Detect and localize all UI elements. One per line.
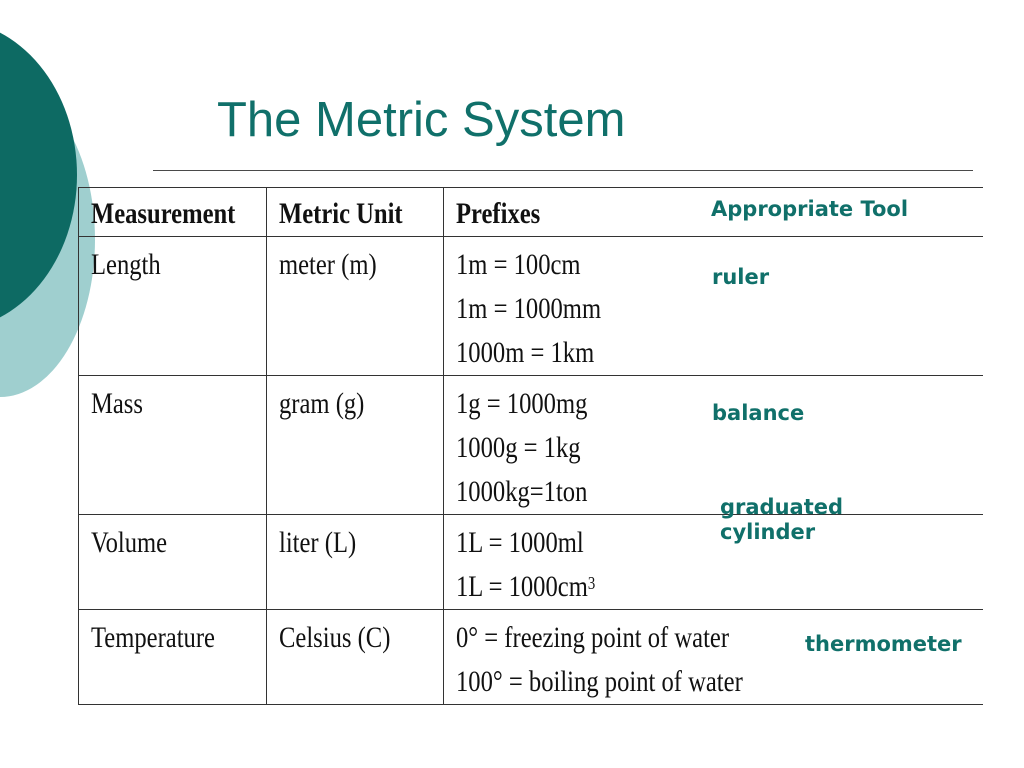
header-metric-unit: Metric Unit bbox=[279, 197, 403, 230]
prefix-line-with-superscript bbox=[456, 565, 595, 609]
title-divider bbox=[153, 170, 973, 171]
prefix-text: 1L = 1000cm bbox=[456, 570, 588, 603]
unit-gram: gram (g) bbox=[279, 387, 365, 420]
cell-measurement bbox=[79, 610, 267, 705]
cell-prefixes bbox=[444, 237, 983, 376]
tool-balance: balance bbox=[712, 401, 805, 425]
cell-unit bbox=[267, 237, 444, 376]
header-measurement: Measurement bbox=[91, 197, 236, 230]
prefix-line: 0° = freezing point of water bbox=[456, 621, 730, 654]
prefix-line: 1g = 1000mg bbox=[456, 387, 588, 420]
prefix-line: 1000m = 1km bbox=[456, 336, 595, 369]
prefix-line: 1m = 100cm bbox=[456, 248, 581, 281]
slide-title: The Metric System bbox=[217, 93, 626, 147]
measurement-mass: Mass bbox=[91, 387, 143, 420]
table-row bbox=[79, 237, 983, 376]
cell-unit bbox=[267, 515, 444, 610]
header-prefixes: Prefixes bbox=[456, 197, 541, 230]
unit-liter: liter (L) bbox=[279, 526, 357, 559]
prefix-line: 1000g = 1kg bbox=[456, 431, 581, 464]
metric-table bbox=[78, 187, 983, 705]
measurement-volume: Volume bbox=[91, 526, 168, 559]
header-cell-unit bbox=[267, 188, 444, 237]
prefix-line: 1000kg=1ton bbox=[456, 475, 588, 508]
prefix-line: 1m = 1000mm bbox=[456, 292, 602, 325]
unit-meter: meter (m) bbox=[279, 248, 377, 281]
cell-measurement bbox=[79, 515, 267, 610]
measurement-length: Length bbox=[91, 248, 161, 281]
cell-prefixes bbox=[444, 515, 983, 610]
tool-thermometer: thermometer bbox=[805, 632, 962, 656]
cell-unit bbox=[267, 376, 444, 515]
tool-ruler: ruler bbox=[712, 265, 770, 289]
header-cell-measurement bbox=[79, 188, 267, 237]
measurement-temperature: Temperature bbox=[91, 621, 215, 654]
tool-cylinder-line-1: graduated bbox=[720, 495, 844, 519]
table-row bbox=[79, 515, 983, 610]
prefix-line: 1L = 1000ml bbox=[456, 526, 584, 559]
tool-cylinder-line-2: cylinder bbox=[720, 520, 816, 545]
unit-celsius: Celsius (C) bbox=[279, 621, 391, 654]
superscript-exponent: 3 bbox=[587, 573, 596, 593]
cell-measurement bbox=[79, 376, 267, 515]
tool-column-header: Appropriate Tool bbox=[711, 197, 909, 221]
cell-measurement bbox=[79, 237, 267, 376]
cell-prefixes bbox=[444, 376, 983, 515]
cell-unit bbox=[267, 610, 444, 705]
tool-graduated-cylinder bbox=[720, 495, 843, 545]
prefix-line: 100° = boiling point of water bbox=[456, 665, 743, 698]
table-row bbox=[79, 376, 983, 515]
